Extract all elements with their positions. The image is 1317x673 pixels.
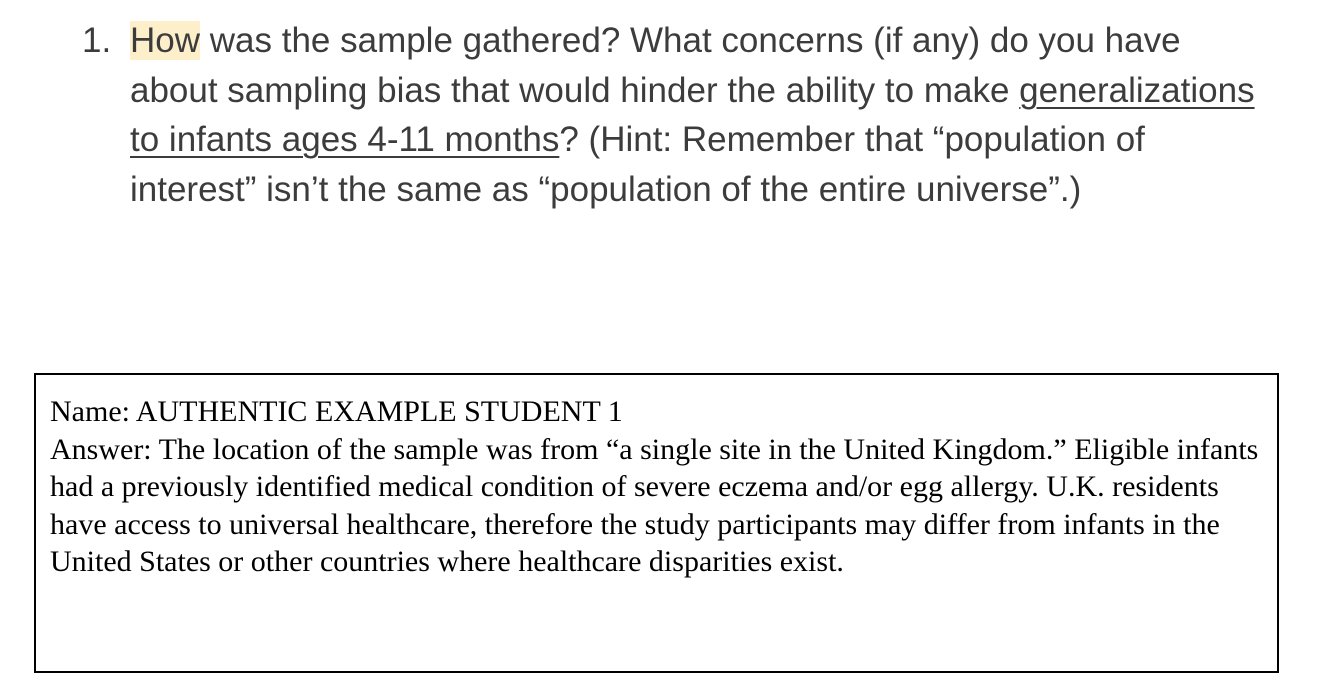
question-number: 1. xyxy=(82,21,112,60)
question-text-part1: was the sample gathered? What concerns (if any) do you have about sampling bias that would hinder the ability to make xyxy=(130,21,1181,110)
underlined-phrase: generalizations to infants ages 4-11 months xyxy=(130,70,1255,159)
student-name-line: Name: AUTHENTIC EXAMPLE STUDENT 1 xyxy=(50,395,623,428)
question-text-part2: ? (Hint: Remember that “population of interest” isn’t the same as “population of the entire universe”.) xyxy=(130,120,1145,209)
student-answer-text: Answer: The location of the sample was from “a single site in the United Kingdom.” Eligible infants had a previously identified medical condition of severe eczema and/or egg allergy. U.K. residents have access to universal healthcare, therefore the study participants may differ from infants in the United States or other countries where healthcare disparities exist. xyxy=(50,432,1259,578)
highlighted-word: How xyxy=(130,21,201,60)
answer-box[interactable] xyxy=(34,373,1279,673)
question-text xyxy=(130,16,1270,214)
